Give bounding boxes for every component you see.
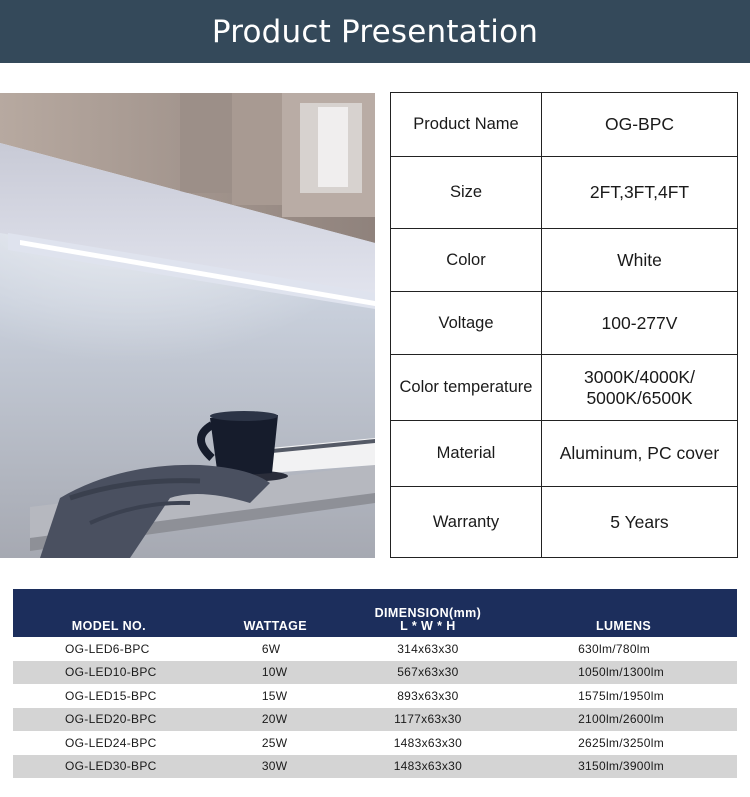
spec-row-size — [391, 157, 738, 229]
lumens-cell: 1050lm/1300lm — [578, 665, 665, 680]
spec-label: Material — [391, 421, 542, 487]
lumens-cell: 2100lm/2600lm — [578, 712, 665, 727]
dimension-cell: 893x63x30 — [397, 688, 459, 703]
spec-label: Warranty — [391, 487, 542, 558]
spec-table — [390, 92, 738, 558]
header-lumens: LUMENS — [595, 619, 652, 633]
wattage-cell: 6W — [261, 641, 281, 656]
product-photo — [0, 93, 375, 558]
model-cell: OG-LED20-BPC — [65, 712, 157, 727]
header-model-no: MODEL NO. — [71, 619, 147, 633]
model-cell: OG-LED10-BPC — [65, 665, 157, 680]
model-table-header — [13, 589, 737, 637]
table-row — [13, 661, 737, 685]
wattage-cell: 25W — [261, 735, 288, 750]
dimension-cell: 1483x63x30 — [393, 759, 463, 774]
header-dimension: DIMENSION(mm) L * W * H — [374, 606, 482, 633]
dimension-cell: 314x63x30 — [397, 641, 459, 656]
lumens-cell: 1575lm/1950lm — [578, 688, 665, 703]
wattage-cell: 10W — [261, 665, 288, 680]
spec-label: Size — [391, 157, 542, 229]
spec-value: 2FT,3FT,4FT — [542, 157, 738, 229]
spec-label: Color temperature — [391, 355, 542, 421]
dimension-cell: 1177x63x30 — [394, 712, 462, 727]
spec-row-voltage — [391, 292, 738, 355]
title-banner — [0, 0, 750, 63]
table-row — [13, 755, 737, 779]
model-cell: OG-LED15-BPC — [65, 688, 157, 703]
lumens-cell: 630lm/780lm — [578, 641, 651, 656]
wattage-cell: 15W — [261, 688, 288, 703]
spec-value: 3000K/4000K/ 5000K/6500K — [542, 355, 738, 421]
model-cell: OG-LED6-BPC — [65, 641, 150, 656]
header-wattage: WATTAGE — [243, 619, 308, 633]
spec-label: Color — [391, 229, 542, 292]
model-table — [13, 589, 737, 778]
spec-value: White — [542, 229, 738, 292]
wattage-cell: 20W — [261, 712, 288, 727]
table-row — [13, 708, 737, 732]
wattage-cell: 30W — [261, 759, 288, 774]
spec-row-color-temperature — [391, 355, 738, 421]
spec-value: 100-277V — [542, 292, 738, 355]
spec-row-color — [391, 229, 738, 292]
dimension-cell: 567x63x30 — [397, 665, 459, 680]
lumens-cell: 3150lm/3900lm — [578, 759, 665, 774]
table-row — [13, 637, 737, 661]
table-row — [13, 731, 737, 755]
model-cell: OG-LED30-BPC — [65, 759, 157, 774]
page-title: Product Presentation — [211, 13, 539, 50]
spec-value: Aluminum, PC cover — [542, 421, 738, 487]
spec-value: OG-BPC — [542, 93, 738, 157]
spec-row-warranty — [391, 487, 738, 558]
table-row — [13, 684, 737, 708]
spec-label: Voltage — [391, 292, 542, 355]
model-cell: OG-LED24-BPC — [65, 735, 157, 750]
spec-row-product-name — [391, 93, 738, 157]
spec-row-material — [391, 421, 738, 487]
spec-value: 5 Years — [542, 487, 738, 558]
spec-label: Product Name — [391, 93, 542, 157]
lumens-cell: 2625lm/3250lm — [578, 735, 665, 750]
dimension-cell: 1483x63x30 — [393, 735, 463, 750]
